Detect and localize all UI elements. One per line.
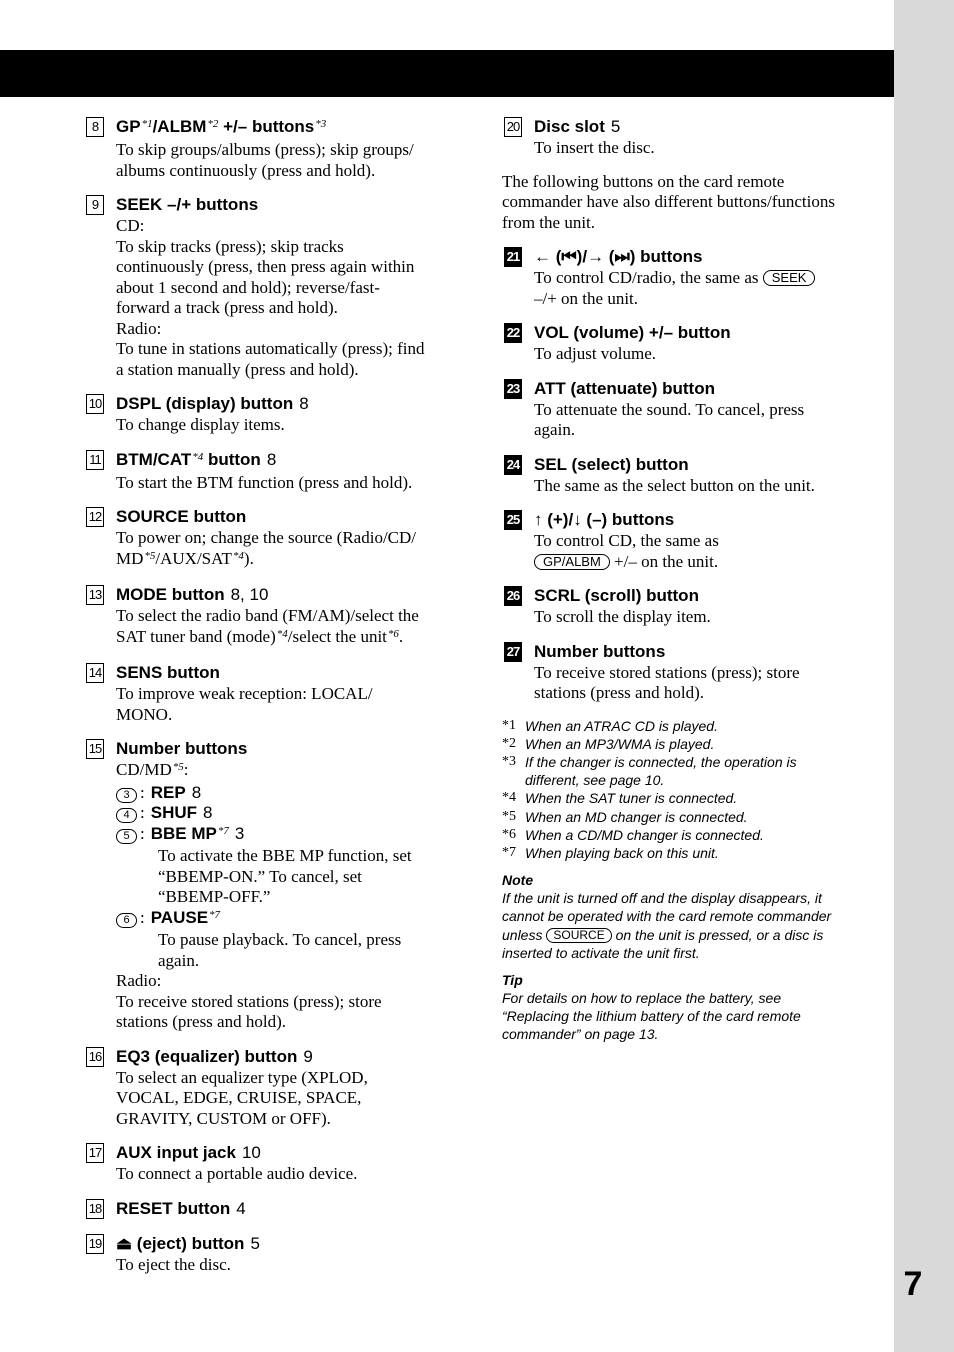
item-eject-button (84, 1233, 464, 1276)
footnote: *2 When an MP3/WMA is played. (502, 735, 715, 752)
header-band (0, 50, 894, 97)
footnote: *5 When an MD changer is connected. (502, 808, 748, 825)
item-title: Number buttons (534, 641, 666, 661)
item-title: RESET button 4 (116, 1198, 246, 1218)
item-description: To adjust volume. (534, 344, 657, 363)
item-eq3-button (84, 1046, 464, 1130)
left-column (84, 116, 464, 1288)
item-mode-button (84, 584, 464, 649)
item-aux-input-jack (84, 1142, 464, 1185)
item-description: To select the radio band (FM/AM)/select the SAT tuner band (mode)$^{*4}$/select the unit$^{*6}$. (116, 606, 419, 646)
key-3-icon: 3 (116, 788, 137, 803)
item-description: To receive stored stations (press); store stations (press and hold). (534, 662, 800, 702)
item-description: CD/MD$^{*5}$: 3 : REP 8 4 : SHUF 8 5 : BBE MP$^{*7}$ 3 To activate the BBE MP function, set “BBEMP-ON.” To cancel, set “BBEMP-OFF.” 6 : PAUSE$^{*7}$ To pause playback. To cancel, press again. Radio: To receive stored stations (press); store stations (press and hold). (116, 760, 464, 1033)
item-description: To skip groups/albums (press); skip groups/ albums continuously (press and hold). (116, 140, 414, 180)
item-title: SOURCE button (116, 507, 247, 526)
item-title: Disc slot 5 (534, 117, 621, 136)
item-description: To scroll the display item. (534, 607, 711, 626)
remote-intro: The following buttons on the card remote commander have also different buttons/functions from the unit. (502, 171, 835, 232)
item-title: ← (⏮)/→ (⏭) buttons (534, 247, 703, 266)
gp-albm-key-icon: GP/ALBM (534, 554, 610, 570)
item-number: 9 (86, 195, 104, 215)
item-number: 26 (504, 586, 522, 606)
item-title: VOL (volume) +/– button (534, 323, 731, 342)
tip-body: For details on how to replace the battery, see “Replacing the lithium battery of the card remote commander” on page 13. (502, 989, 801, 1043)
item-title: SENS button (116, 663, 220, 682)
item-description: To insert the disc. (534, 138, 655, 157)
item-description: To start the BTM function (press and hold). (116, 472, 413, 492)
item-description: To power on; change the source (Radio/CD/ MD$^{*5}$/AUX/SAT$^{*4}$). (116, 528, 417, 568)
item-title: $GP^{*1}/ALBM^{*2}$ +/– buttons$^{*3}$ (116, 117, 327, 136)
item-title: AUX input jack 10 (116, 1143, 261, 1162)
item-number: 24 (504, 455, 522, 475)
page-ref: 10 (241, 1143, 261, 1162)
seek-key-icon: SEEK (763, 270, 816, 286)
item-remote-number-buttons (502, 641, 882, 704)
item-title: BTM/CAT$^{*4}$ button 8 (116, 449, 277, 469)
item-title: SEEK –/+ buttons (116, 195, 259, 214)
number-key-shuf: 4 : SHUF 8 (116, 803, 464, 824)
item-number-buttons (84, 738, 464, 1033)
footnote: *6 When a CD/MD changer is connected. (502, 826, 764, 843)
right-column (502, 116, 882, 1044)
item-seek-buttons (84, 194, 464, 380)
item-description: To improve weak reception: LOCAL/ MONO. (116, 684, 373, 724)
item-description: To eject the disc. (116, 1254, 231, 1274)
pause-description: To pause playback. To cancel, press again. (158, 930, 402, 970)
item-source-button (84, 506, 464, 571)
item-number: 21 (504, 247, 522, 267)
item-title: Number buttons (116, 739, 248, 758)
page-ref: 8 (191, 782, 202, 802)
item-sens-button (84, 662, 464, 725)
item-number: 25 (504, 510, 522, 530)
footnote: *4 When the SAT tuner is connected. (502, 790, 738, 807)
tip-title: Tip (502, 971, 523, 988)
item-btm-cat-button (84, 449, 464, 494)
item-gp-albm-buttons (84, 116, 464, 181)
page-ref: 8 (299, 394, 309, 413)
item-number: 15 (86, 739, 104, 759)
item-title: ATT (attenuate) button (534, 378, 715, 398)
item-description: To control CD, the same as GP/ALBM +/– on the unit. (534, 531, 719, 571)
note-body: If the unit is turned off and the display disappears, it cannot be operated with the card remote commander unless SOURCE on the unit is pressed, or a disc is inserted to activate the unit first. (502, 890, 832, 961)
item-number: 13 (86, 585, 104, 605)
note-title: Note (502, 872, 534, 889)
item-description: To select an equalizer type (XPLOD, VOCAL, EDGE, CRUISE, SPACE, GRAVITY, CUSTOM or OFF). (116, 1067, 368, 1128)
item-title: EQ3 (equalizer) button 9 (116, 1046, 313, 1066)
item-number: 17 (86, 1143, 104, 1163)
footnote: *1 When an ATRAC CD is played. (502, 717, 718, 734)
item-number: 22 (504, 323, 522, 343)
item-description: To connect a portable audio device. (116, 1164, 358, 1183)
item-remote-seek-buttons (502, 246, 882, 309)
item-description: To attenuate the sound. To cancel, press again. (534, 399, 805, 439)
item-reset-button (84, 1198, 464, 1220)
item-number: 16 (86, 1047, 104, 1067)
page-ref: 4 (236, 1198, 246, 1218)
item-number: 14 (86, 663, 104, 683)
key-6-icon: 6 (116, 913, 137, 928)
item-description: To change display items. (116, 415, 285, 434)
item-number: 23 (504, 379, 522, 399)
item-number: 20 (504, 117, 522, 137)
item-up-down-buttons (502, 509, 882, 572)
item-description: CD: To skip tracks (press); skip tracks continuously (press, then press again within about 1 second and hold); reverse/fast- forward a track (press and hold). Radio: To tune in stations automatically (press); find a station manually (press and hold). (116, 216, 425, 379)
item-number: 11 (86, 450, 104, 470)
item-title: MODE button 8, 10 (116, 585, 269, 604)
item-disc-slot (502, 116, 882, 159)
footnote: *3 If the changer is connected, the operation is different, see page 10. (502, 753, 797, 789)
item-scrl-button (502, 585, 882, 628)
side-tab (894, 0, 954, 1352)
item-vol-button (502, 322, 882, 365)
item-title: DSPL (display) button 8 (116, 394, 309, 413)
item-number: 18 (86, 1199, 104, 1219)
number-key-pause: 6 : PAUSE$^{*7}$ (116, 908, 464, 931)
item-title: SCRL (scroll) button (534, 586, 699, 605)
item-sel-button (502, 454, 882, 497)
item-att-button (502, 378, 882, 441)
item-number: 8 (86, 117, 104, 137)
item-description: To control CD/radio, the same as SEEK –/+ on the unit. (534, 268, 882, 309)
item-number: 10 (86, 394, 104, 414)
footnotes (502, 717, 882, 863)
item-dspl-button (84, 393, 464, 436)
number-key-rep: 3 : REP 8 (116, 783, 464, 804)
page-number: 7 (903, 1265, 923, 1303)
page-ref: 8 (266, 449, 277, 469)
page-ref: 8, 10 (230, 585, 269, 604)
page-ref: 5 (610, 117, 621, 136)
item-title: SEL (select) button (534, 454, 689, 474)
item-number: 12 (86, 507, 104, 527)
bbe-mp-description: To activate the BBE MP function, set “BBEMP-ON.” To cancel, set “BBEMP-OFF.” (158, 846, 412, 906)
page-ref: 3 (234, 823, 245, 843)
item-title: ↑ (+)/↓ (–) buttons (534, 510, 675, 529)
item-description: The same as the select button on the unit. (534, 475, 815, 495)
key-5-icon: 5 (116, 829, 137, 844)
item-title: ⏏ (eject) button 5 (116, 1233, 260, 1253)
item-number: 27 (504, 642, 522, 662)
footnote: *7 When playing back on this unit. (502, 844, 719, 861)
source-key-icon: SOURCE (546, 928, 611, 943)
page-ref: 5 (250, 1233, 260, 1253)
page-ref: 9 (303, 1046, 313, 1066)
number-key-bbe-mp: 5 : BBE MP$^{*7}$ 3 (116, 824, 464, 847)
key-4-icon: 4 (116, 808, 137, 823)
page-ref: 8 (203, 803, 213, 822)
item-number: 19 (86, 1234, 104, 1254)
